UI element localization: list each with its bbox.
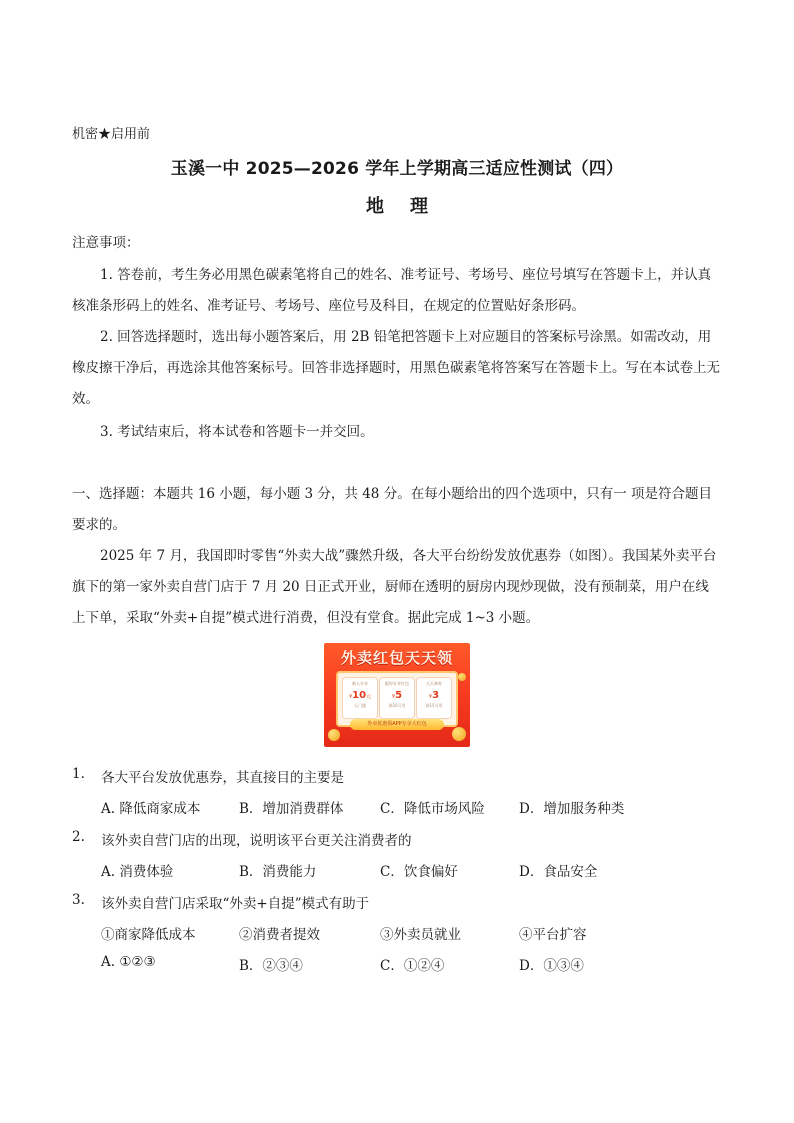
question-1 xyxy=(72,766,722,786)
option-d: D．①③④ xyxy=(519,958,584,974)
statement-4: ④平台扩容 xyxy=(519,927,587,943)
statement-2: ②消费者提效 xyxy=(239,927,320,943)
option-b: B．消费能力 xyxy=(239,864,317,880)
question-3 xyxy=(72,892,722,912)
option-c: C．降低市场风险 xyxy=(380,801,485,817)
question-stem: 该外卖自营门店的出现，说明该平台更关注消费者的 xyxy=(101,833,412,849)
confidential-label: 机密★启用前 xyxy=(72,127,151,142)
question-3-statements xyxy=(101,923,701,943)
option-b: B．增加消费群体 xyxy=(239,801,344,817)
question-1-options xyxy=(101,797,701,817)
coupon-card-amount: ¥3 xyxy=(428,690,440,701)
coupon-card-condition: 满15可用 xyxy=(425,703,443,708)
notes-heading: 注意事项： xyxy=(72,235,140,251)
statement-3: ③外卖员就业 xyxy=(380,927,461,943)
coupon-card-label: 限时专享红包 xyxy=(385,681,409,686)
option-d: D．增加服务种类 xyxy=(519,801,625,817)
note-item: 2. 回答选择题时，选出每小题答案后，用 2B 铅笔把答题卡上对应题目的答案标号涂黑。如需改动，用橡皮擦干净后，再选涂其他答案标号。回答非选择题时，用黑色碳素笔将答案写在答题卡上。写在本试卷上无效。 xyxy=(72,329,720,407)
option-a: A. 降低商家成本 xyxy=(101,801,201,817)
section-heading: 一、选择题：本题共 16 小题，每小题 3 分，共 48 分。在每小题给出的四个选项中，只有一 项是符合题目要求的。 xyxy=(72,486,712,533)
subject-title: 地理 xyxy=(366,196,454,217)
exam-title: 玉溪一中 2025—2026 学年上学期高三适应性测试（四） xyxy=(170,159,624,179)
question-3-options xyxy=(101,954,701,974)
question-2-options xyxy=(101,860,701,880)
question-intro: 2025 年 7 月，我国即时零售“外卖大战”骤然升级，各大平台纷纷发放优惠券（如图）。我国某外卖平台旗下的第一家外卖自营门店于 7 月 20 日正式开业，厨师在透明的厨房内现炒现做，没有预制菜，用户在线上下单，采取“外卖+自提”模式进行消费，但没有堂食。据此完成 1~3 小题。 xyxy=(72,548,717,626)
option-c: C．①②④ xyxy=(380,958,445,974)
option-a: A. 消费体验 xyxy=(101,864,174,880)
note-item: 1. 答卷前，考生务必用黑色碳素笔将自己的姓名、准考证号、考场号、座位号填写在答题卡上，并认真核准条形码上的姓名、准考证号、考场号、座位号及科目，在规定的位置贴好条形码。 xyxy=(72,267,712,314)
coupon-card xyxy=(380,678,414,718)
question-number: 1. xyxy=(72,766,85,782)
coin-icon xyxy=(328,729,340,741)
question-stem: 该外卖自营门店采取“外卖+自提”模式有助于 xyxy=(101,896,370,912)
coupon-card-condition: 满20可用 xyxy=(388,703,406,708)
option-c: C．饮食偏好 xyxy=(380,864,458,880)
question-2 xyxy=(72,829,722,849)
coupon-banner-image xyxy=(324,643,470,747)
coupon-card-amount: ¥5 xyxy=(391,690,403,701)
coupon-card-condition: 无门槛 xyxy=(354,703,366,708)
coupon-card xyxy=(343,678,377,718)
coin-icon xyxy=(452,727,466,741)
note-item: 3. 考试结束后，将本试卷和答题卡一并交回。 xyxy=(100,424,374,440)
option-a: A. ①②③ xyxy=(101,954,156,970)
coupon-card-label: 新人专享 xyxy=(352,681,368,686)
coin-icon xyxy=(458,673,466,681)
coupon-claim-button: 外卖优惠领APP专享大红包 xyxy=(350,719,444,730)
option-b: B．②③④ xyxy=(239,958,303,974)
coupon-card-amount: ¥10元 xyxy=(348,690,372,701)
question-number: 2. xyxy=(72,829,85,845)
question-number: 3. xyxy=(72,892,85,908)
coupon-title: 外卖红包天天领 xyxy=(340,649,453,667)
option-d: D．食品安全 xyxy=(519,864,598,880)
question-stem: 各大平台发放优惠券，其直接目的主要是 xyxy=(101,770,344,786)
coupon-card-label: 天天神券 xyxy=(426,681,442,686)
statement-1: ①商家降低成本 xyxy=(101,927,196,943)
coupon-card xyxy=(417,678,451,718)
